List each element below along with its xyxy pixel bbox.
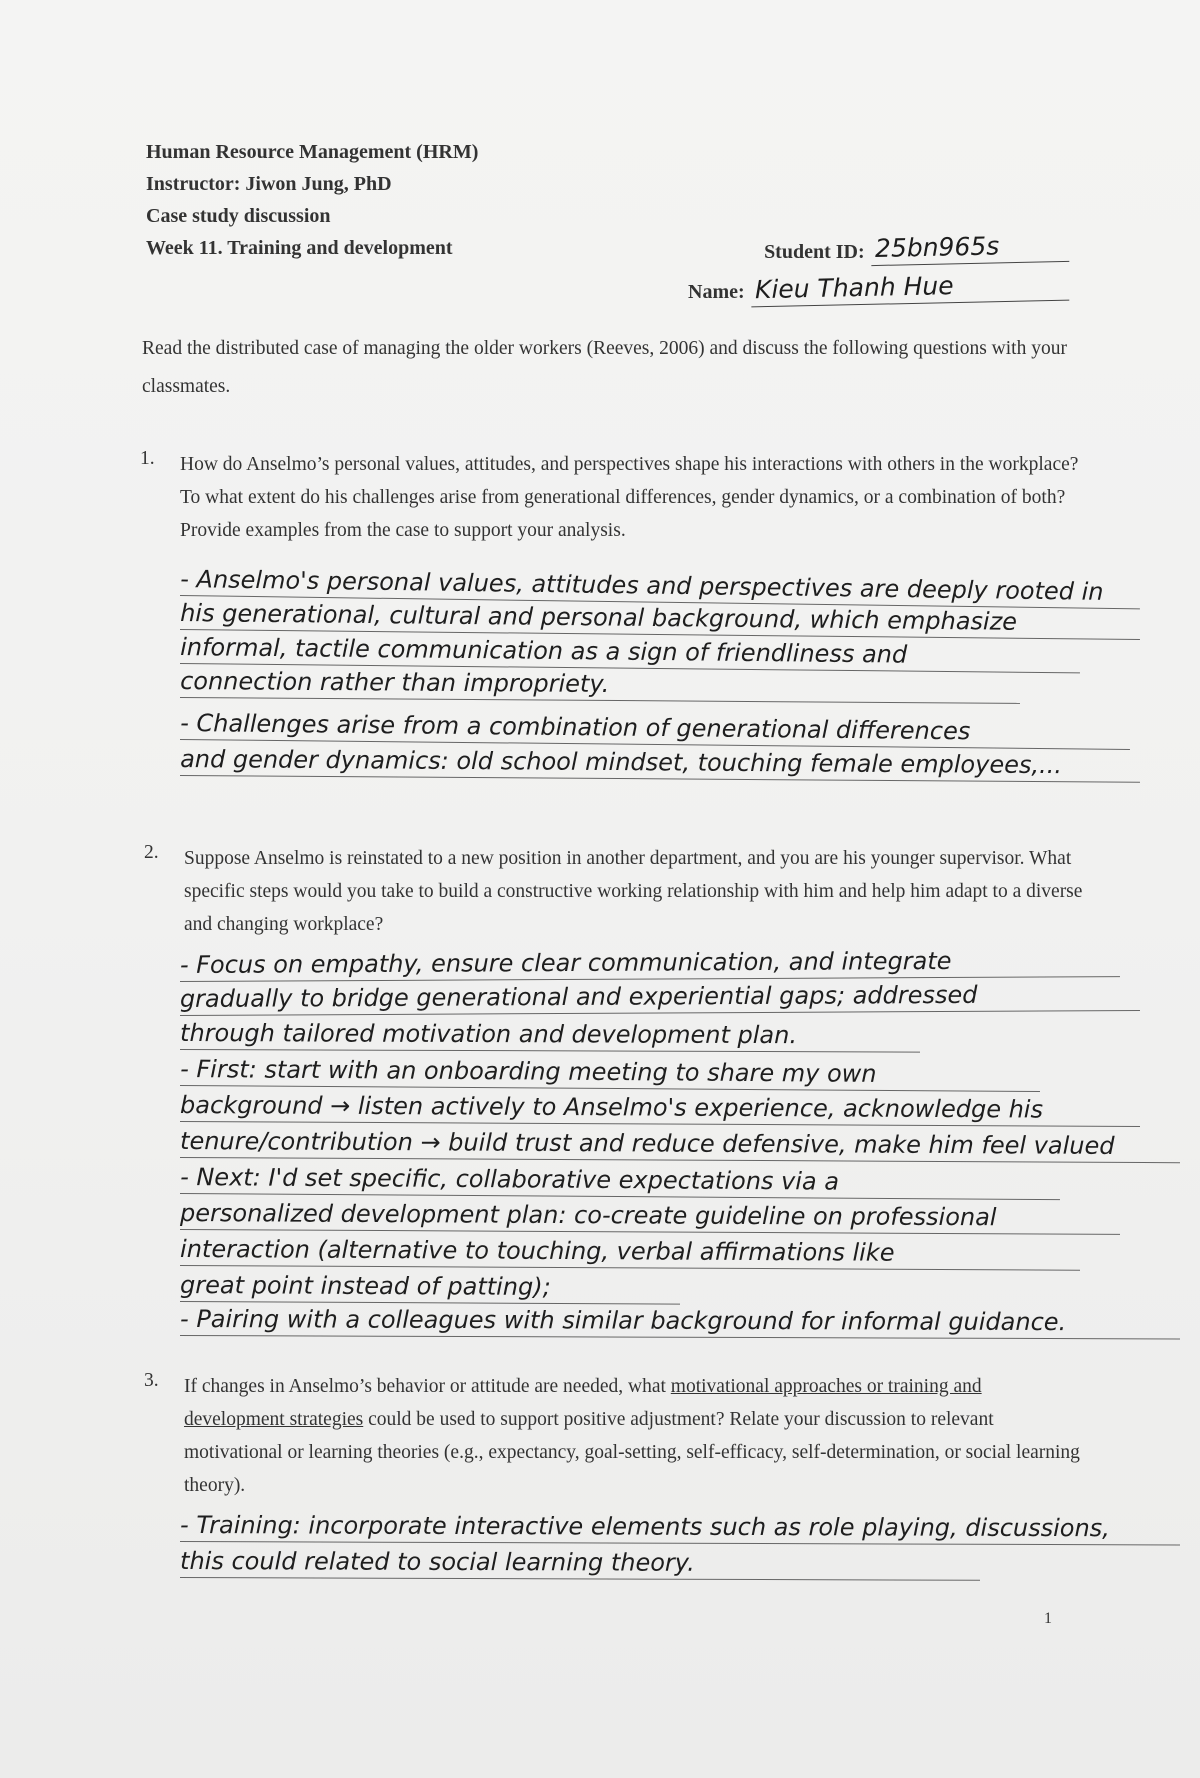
answer-line: great point instead of patting); — [180, 1270, 680, 1305]
intro-paragraph: Read the distributed case of managing the older workers (Reeves, 2006) and discuss the following questions with your classmates. — [142, 338, 1067, 397]
name-row — [688, 264, 1069, 304]
answer-line: interaction (alternative to touching, verbal affirmations like — [180, 1234, 1080, 1271]
answer-line: through tailored motivation and development plan. — [180, 1018, 920, 1053]
question-text-underlined: motivational approaches or training and development strategies — [184, 1376, 982, 1430]
question-text-part: could be used to support positive adjustment? Relate your discussion to relevant motivational or learning theories (e.g., expectancy, goal-setting, self-efficacy, self-determination, or social learning theory). — [184, 1409, 1080, 1496]
course-header — [146, 136, 478, 264]
student-id-row — [688, 224, 1069, 264]
course-title: Human Resource Management (HRM) — [146, 141, 479, 163]
answer-line: connection rather than impropriety. — [180, 666, 1020, 704]
page-number: 1 — [1044, 1610, 1052, 1627]
question-text-part: If changes in Anselmo’s behavior or attitude are needed, what — [184, 1376, 671, 1397]
question-text — [184, 1370, 1084, 1502]
answer-line: - First: start with an onboarding meeting to share my own — [180, 1054, 1040, 1092]
answer-line: - Training: incorporate interactive elements such as role playing, discussions, — [180, 1510, 1180, 1545]
question-text: Suppose Anselmo is reinstated to a new position in another department, and you are his younger supervisor. What specific steps would you take to build a constructive working relationship with him and help him adapt to a diverse and changing workplace? — [184, 848, 1083, 935]
question-number: 3. — [144, 1370, 159, 1391]
name-label: Name: — [688, 281, 745, 303]
question-1 — [140, 448, 1080, 547]
answer-line: - Next: I'd set specific, collaborative expectations via a — [180, 1162, 1060, 1200]
student-id-field[interactable]: 25bn965s — [870, 230, 1069, 266]
answer-line: personalized development plan: co-create guideline on professional — [180, 1198, 1120, 1235]
name-field[interactable]: Kieu Thanh Hue — [750, 269, 1069, 308]
question-text: How do Anselmo’s personal values, attitudes, and perspectives shape his interactions with others in the workplace? To what extent do his challenges arise from generational differences, gender dynamics, or a combination of both? Provide examples from the case to support your analysis. — [180, 454, 1079, 541]
answer-line: tenure/contribution → build trust and reduce defensive, make him feel valued — [180, 1126, 1180, 1163]
question-number: 1. — [140, 448, 155, 469]
answer-line: - Challenges arise from a combination of generational differences — [180, 708, 1130, 750]
week-line: Week 11. Training and development — [146, 237, 453, 259]
answer-line: - Anselmo's personal values, attitudes and perspectives are deeply rooted in — [180, 564, 1140, 609]
instructor-line: Instructor: Jiwon Jung, PhD — [146, 173, 392, 195]
answer-line: this could related to social learning theory. — [180, 1546, 980, 1581]
answer-line: background → listen actively to Anselmo's experience, acknowledge his — [180, 1090, 1140, 1127]
question-3 — [144, 1370, 1084, 1502]
answer-line: his generational, cultural and personal background, which emphasize — [180, 598, 1140, 640]
answer-line: gradually to bridge generational and experiential gaps; addressed — [180, 979, 1140, 1016]
answer-line: informal, tactile communication as a sign of friendliness and — [180, 632, 1080, 673]
answer-line: - Focus on empathy, ensure clear communication, and integrate — [180, 945, 1120, 982]
activity-line: Case study discussion — [146, 205, 331, 227]
question-2 — [144, 842, 1084, 941]
answer-line: and gender dynamics: old school mindset, touching female employees,... — [180, 744, 1140, 783]
answer-line: - Pairing with a colleagues with similar background for informal guidance. — [180, 1304, 1180, 1339]
student-id-label: Student ID: — [764, 241, 865, 263]
student-info — [688, 224, 1069, 304]
question-number: 2. — [144, 842, 159, 863]
